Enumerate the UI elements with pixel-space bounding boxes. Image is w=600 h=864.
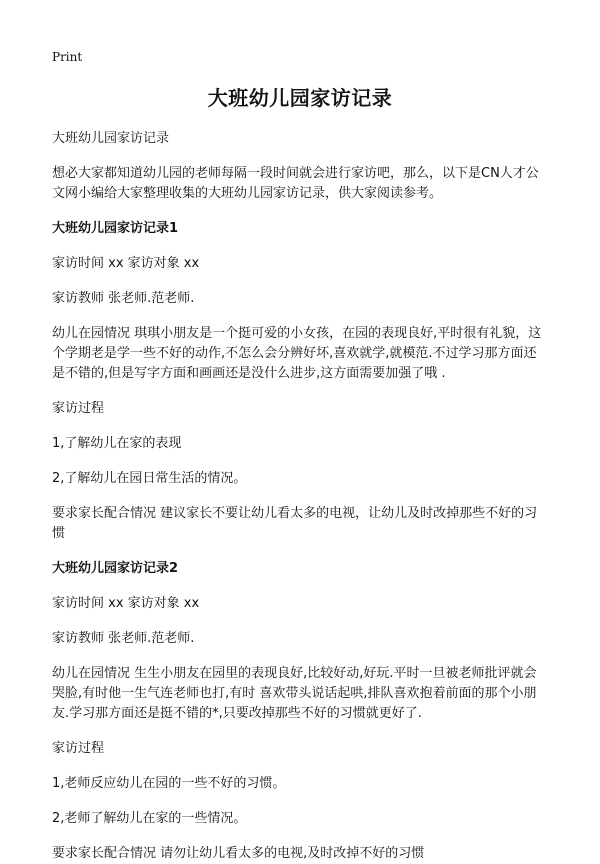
section-heading: 大班幼儿园家访记录1 — [52, 221, 179, 236]
process-step: 1,了解幼儿在家的表现 — [52, 436, 182, 451]
process-step: 1,老师反应幼儿在园的一些不好的习惯。 — [52, 776, 286, 791]
child-situation-paragraph: 幼儿在园情况 生生小朋友在园里的表现良好,比较好动,好玩.平时一旦被老师批评就会哭脸,有时他一生气连老师也打,有时 喜欢带头说话起哄,排队喜欢抱着前面的那个小朋友.学习那方面还是挺不错的*,只要改掉那些不好的习惯就更好了. — [52, 666, 537, 721]
visit-time-line: 家访时间 xx 家访对象 xx — [52, 596, 200, 611]
print-link[interactable]: Print — [52, 50, 83, 64]
child-situation-paragraph: 幼儿在园情况 琪琪小朋友是一个挺可爱的小女孩，在园的表现良好,平时很有礼貌，这个学期老是学一些不好的动作,不怎么会分辨好坏,喜欢就学,就模范.不过学习那方面还是不错的,但是写字方面和画画还是没什么进步,这方面需要加强了哦 . — [52, 326, 542, 381]
page-title: 大班幼儿园家访记录 — [207, 86, 393, 110]
visit-teacher-line: 家访教师 张老师.范老师. — [52, 291, 195, 306]
visit-process-label: 家访过程 — [52, 401, 105, 416]
parent-requirement-paragraph: 要求家长配合情况 请勿让幼儿看太多的电视,及时改掉不好的习惯 — [52, 846, 425, 861]
parent-requirement-paragraph: 要求家长配合情况 建议家长不要让幼儿看太多的电视，让幼儿及时改掉那些不好的习惯 — [52, 506, 538, 541]
section-heading: 大班幼儿园家访记录2 — [52, 561, 179, 576]
visit-time-line: 家访时间 xx 家访对象 xx — [52, 256, 200, 271]
visit-teacher-line: 家访教师 张老师.范老师. — [52, 631, 195, 646]
record-section-2 — [52, 559, 548, 864]
process-step: 2,了解幼儿在园日常生活的情况。 — [52, 471, 247, 486]
intro-paragraph: 想必大家都知道幼儿园的老师每隔一段时间就会进行家访吧，那么，以下是CN人才公文网小编给大家整理收集的大班幼儿园家访记录，供大家阅读参考。 — [52, 166, 539, 201]
subtitle-line: 大班幼儿园家访记录 — [52, 131, 170, 146]
record-section-1 — [52, 219, 548, 544]
visit-process-label: 家访过程 — [52, 741, 105, 756]
process-step: 2,老师了解幼儿在家的一些情况。 — [52, 811, 247, 826]
